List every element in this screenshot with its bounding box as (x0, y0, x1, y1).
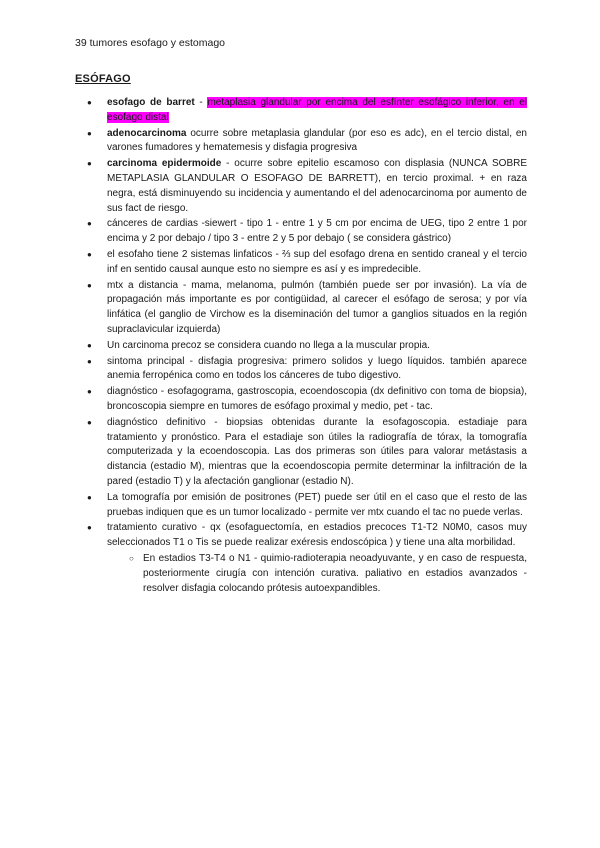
item-lead: adenocarcinoma (107, 127, 187, 139)
sub-item-text: En estadios T3-T4 o N1 - quimio-radioterapia neoadyuvante, y en caso de respuesta, posteriormente cirugía con intención curativa. paliativo en estadios avanzados - resolver disfagia colocando prótesis autoexpandibles. (143, 552, 527, 594)
item-text: - (194, 97, 208, 108)
section-heading: ESÓFAGO (75, 73, 131, 85)
list-item (75, 339, 527, 354)
item-text: tratamiento curativo - qx (esofaguectomía, en estadios precoces T1-T2 N0M0, casos muy seleccionados T1 o Tis se puede realizar exéresis endoscópica ) y tiene una alta morbilidad. (107, 522, 527, 549)
item-text: diagnóstico - esofagograma, gastroscopia, ecoendoscopia (dx definitivo con toma de biopsia), broncoscopia siempre en tumores de esófago proximal y medio, pet - tac. (107, 386, 527, 412)
item-lead: esofago de barret (107, 97, 195, 108)
sub-list-item (107, 552, 527, 596)
item-lead: carcinoma epidermoide (107, 158, 222, 170)
item-text: mtx a distancia - mama, melanoma, pulmón (también puede ser por invasión). La vía de propagación más importante es por contigüidad, al carecer el esófago de serosa; y por vía linfática (el ganglio de Virchow es la diseminación del tumor a ganglios situados en la región supraclavicular izquierda) (107, 279, 527, 335)
list-item (75, 157, 527, 216)
list-item (75, 127, 527, 157)
list-item (75, 416, 527, 490)
list-item (75, 248, 527, 278)
item-text: La tomografía por emisión de positrones (PET) puede ser útil en el caso que el resto de las pruebas indiquen que es un tumor localizado - permite ver mtx cuando el tac no puede verlas. (107, 491, 527, 518)
bullet-list (75, 96, 527, 597)
list-item (75, 96, 527, 126)
list-item (75, 521, 527, 596)
item-text: ocurre sobre metaplasia glandular (por eso es adc), en el tercio distal, en varones fumadores y hematemesis y disfagia progresiva (107, 127, 527, 154)
highlighted-text: metaplasia glandular por encima del esfínter esofágico inferior, en el esofago distal (107, 97, 527, 123)
document-title: 39 tumores esofago y estomago (75, 37, 226, 49)
item-text: Un carcinoma precoz se considera cuando no llega a la muscular propia. (107, 339, 430, 351)
list-item (75, 491, 527, 521)
sub-list (107, 552, 527, 596)
item-text: cánceres de cardias -siewert - tipo 1 - entre 1 y 5 cm por encima de UEG, tipo 2 entre 1 por encima y 2 por debajo / tipo 3 - entre 2 y 5 por debajo ( se considera gástrico) (107, 218, 527, 245)
item-text: el esofaho tiene 2 sistemas linfaticos - ⅔ sup del esofago drena en sentido craneal y el tercio inf en sentido causal aunque esto no siempre es así y es impredecible. (107, 248, 527, 275)
list-item (75, 385, 527, 415)
item-text: - ocurre sobre epitelio escamoso con displasia (NUNCA SOBRE METAPLASIA GLANDULAR O ESOFAGO DE BARRETT), en tercio proximal. + en raza negra, está disminuyendo su incidencia y aumentando el del adenocarcinoma por aumento de sus fact de riesgo. (107, 158, 528, 214)
item-text: sintoma principal - disfagia progresiva: primero solidos y luego líquidos. también aparece anemia ferropénica como en todos los cánceres de tubo digestivo. (107, 355, 527, 382)
item-text: diagnóstico definitivo - biopsias obtenidas durante la esofagoscopia. estadiaje para tratamiento y pronóstico. Para el estadiaje son útiles la radiografía de tórax, la tomografía computerizada y la ecoendoscopia. Las dos primeras son útiles para valorar metástasis a distancia (estadio M), mientras que la ecoendoscopia permite determinar la infiltración de la pared (estadio T) y la afectación ganglionar (estadio N). (107, 416, 527, 487)
list-item (75, 217, 527, 247)
list-item (75, 355, 527, 385)
list-item (75, 279, 527, 338)
